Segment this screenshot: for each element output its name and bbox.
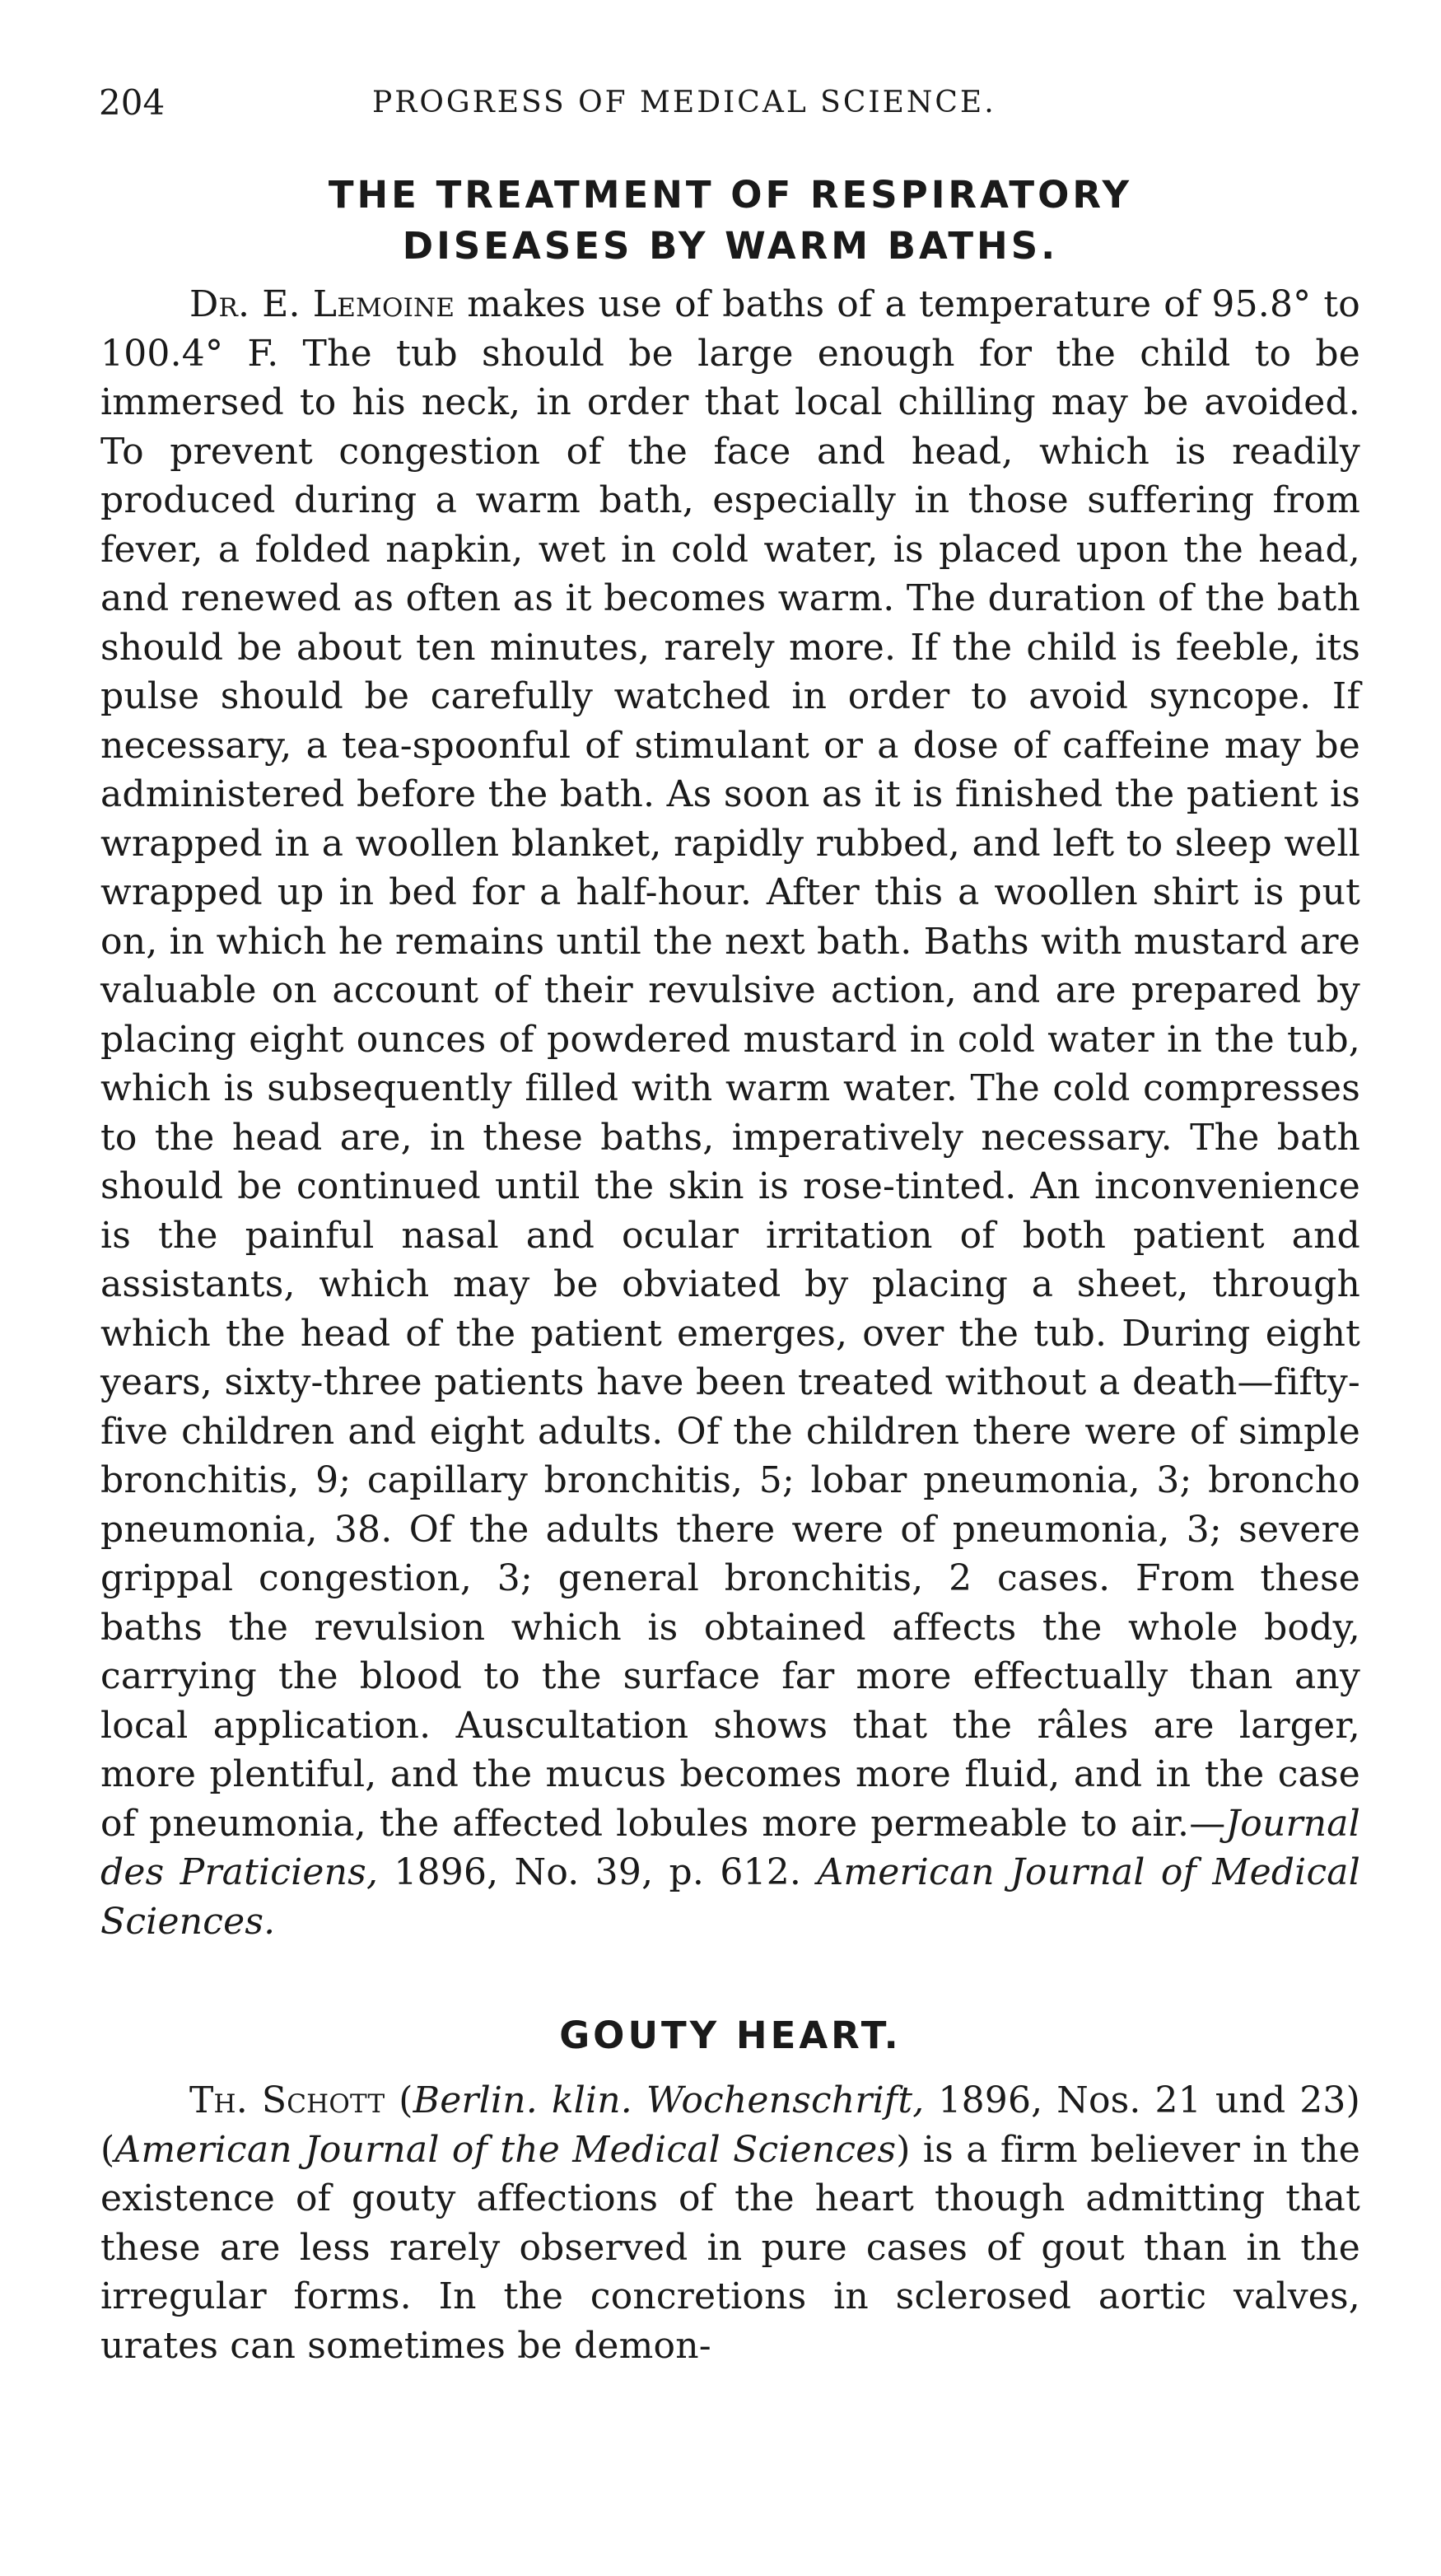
article-1-title-line-2: DISEASES BY WARM BATHS. — [402, 224, 1059, 268]
article-2-body — [100, 2076, 1360, 2370]
article-2-source-open: ( — [385, 2079, 413, 2121]
article-1-title-line-1: THE TREATMENT OF RESPIRATORY — [328, 173, 1133, 217]
article-1-text: makes use of baths of a temperature of 95.8° to 100.4° F. The tub should be large enough for the child to be immersed to his neck, in order that local chilling may be avoided. To prevent congestion of the face and head, which is readily produced during a warm bath, especially in those suffering from fever, a folded napkin, wet in cold water, is placed upon the head, and renewed as often as it becomes warm. The duration of the bath should be about ten minutes, rarely more. If the child is feeble, its pulse should be carefully watched in order to avoid syncope. If necessary, a tea-spoonful of stimulant or a dose of caffeine may be administered before the bath. As soon as it is finished the patient is wrapped in a woollen blanket, rapidly rubbed, and left to sleep well wrapped up in bed for a half-hour. After this a woollen shirt is put on, in which he remains until the next bath. Baths with mustard are valuable on account of their revulsive action, and are prepared by placing eight ounces of powdered mustard in cold water in the tub, which is subsequently filled with warm water. The cold compresses to the head are, in these baths, imperatively necessary. The bath should be continued until the skin is rose-tinted. An inconvenience is the painful nasal and ocular irritation of both patient and assistants, which may be obviated by placing a sheet, through which the head of the patient emerges, over the tub. During eight years, sixty-three patients have been treated without a death—fifty-five children and eight adults. Of the children there were of simple bronchitis, 9; capillary bronchitis, 5; lobar pneumonia, 3; broncho pneumonia, 38. Of the adults there were of pneumonia, 3; severe grippal congestion, 3; general bronchitis, 2 cases. From these baths the revulsion which is obtained affects the whole body, carrying the blood to the surface far more effectually than any local application. Auscultation shows that the râles are larger, more plentiful, and the mucus becomes more fluid, and in the case of pneumonia, the affected lobules more permeable to air.— — [100, 283, 1360, 1845]
article-2-source-journal-2: American Journal of the Medical Sciences — [114, 2128, 897, 2171]
article-2-author: Th. Schott — [189, 2079, 385, 2121]
running-head — [100, 82, 1360, 128]
book-page — [100, 82, 1360, 2370]
article-1-citation-journal-2: American Journal of Medical Sciences. — [100, 1851, 1361, 1943]
page-number: 204 — [99, 82, 166, 123]
running-title: PROGRESS OF MEDICAL SCIENCE. — [372, 86, 996, 119]
article-2-source-journal: Berlin. klin. Wochenschrift, — [413, 2079, 925, 2121]
article-1-citation-details: 1896, No. 39, p. 612. — [378, 1851, 818, 1893]
article-1-citation-journal: Journal des Praticiens, — [100, 1802, 1360, 1893]
article-1-author: Dr. E. Lemoine — [189, 283, 455, 325]
article-1-body — [100, 280, 1360, 1946]
article-2-title: GOUTY HEART. — [559, 2014, 902, 2057]
article-2-text: ) is a firm believer in the existence of gouty affections of the heart though admitting that these are less rarely observed in pure cases of gout than in the irregular forms. In the concretions in sclerosed aortic valves, urates can sometimes be demon- — [100, 2128, 1360, 2367]
article-2-source-details: 1896, Nos. 21 und 23) ( — [100, 2079, 1360, 2171]
article-1-title — [100, 170, 1360, 272]
